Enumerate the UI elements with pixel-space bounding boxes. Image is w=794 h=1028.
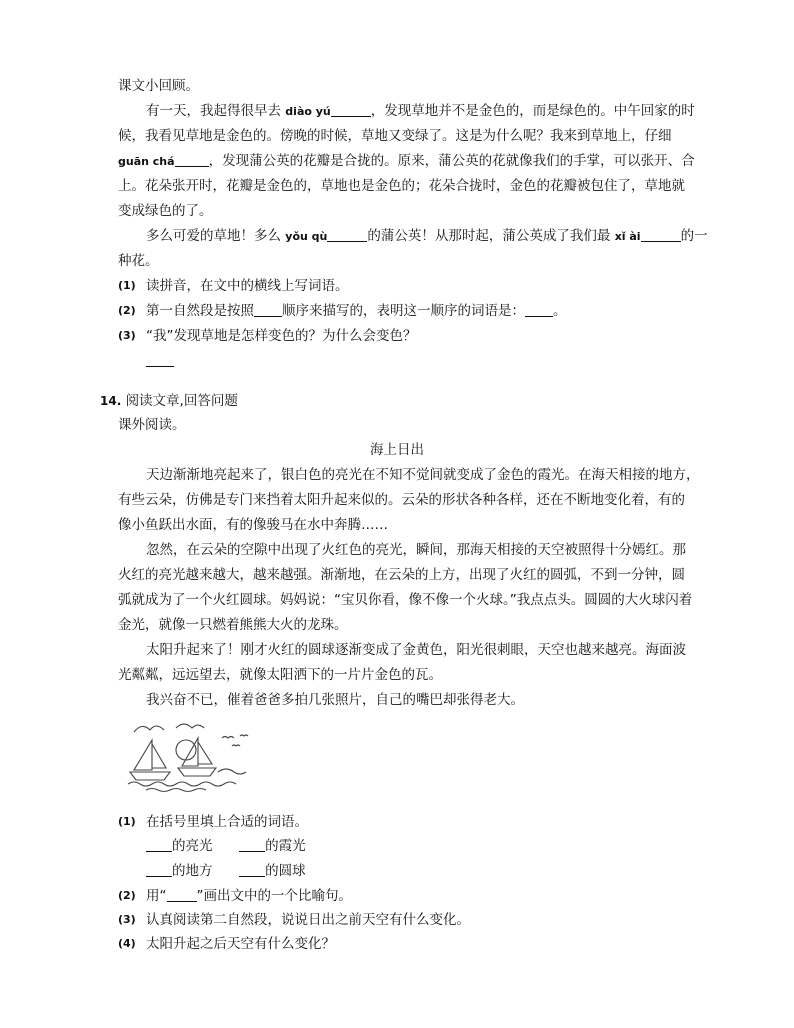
article-p2-line4: 金光，就像一只燃着熊熊大火的龙珠。 — [118, 617, 348, 633]
fill-row-2 — [146, 859, 306, 883]
answer-blank[interactable] — [146, 837, 172, 852]
boat-hull-shape — [178, 768, 216, 776]
section14-intro: 课外阅读。 — [118, 417, 186, 433]
question-1-text: 在括号里填上合适的词语。 — [146, 814, 308, 830]
wave-shape — [218, 769, 246, 774]
answer-blank[interactable] — [146, 862, 172, 877]
passage1-line1 — [146, 99, 695, 124]
answer-blank[interactable] — [167, 887, 197, 902]
question-2-text — [146, 884, 352, 908]
sail-shape — [152, 744, 166, 768]
fill-word: 的亮光 — [172, 838, 213, 854]
article-p3-line1: 太阳升起来了！刚才火红的圆球逐渐变成了金黄色，阳光很刺眼，天空也越来越亮。海面波 — [146, 642, 686, 658]
answer-blank[interactable] — [327, 227, 367, 242]
pinyin-youqu: yǒu qù — [285, 230, 328, 243]
article-p1-line2: 有些云朵，仿佛是专门来挡着太阳升起来似的。云朵的形状各种各样，还在不断地变化着，有的 — [118, 492, 685, 508]
cloud-shape — [134, 726, 164, 732]
sun-shape — [176, 740, 196, 760]
text-span: 。 — [553, 303, 567, 319]
question-number: 14. — [100, 394, 122, 408]
text-span: ”画出文中的一个比喻句。 — [196, 888, 352, 904]
question-number: (1) — [118, 815, 136, 828]
text-span: 的蒲公英！从那时起，蒲公英成了我们最 — [367, 228, 615, 244]
article-p1-line1: 天边渐渐地亮起来了，银白色的亮光在不知不觉间就变成了金色的霞光。在海天相接的地方， — [146, 467, 700, 483]
question-1-text: 读拼音，在文中的横线上写词语。 — [146, 278, 349, 294]
wave-shape — [128, 782, 236, 786]
text-span: 用“ — [146, 888, 167, 904]
section13-intro: 课文小回顾。 — [118, 78, 199, 94]
text-span: 有一天，我起得很早去 — [146, 103, 286, 119]
text-span: ，发现草地并不是金色的，而是绿色的。中午回家的时 — [370, 103, 695, 119]
question-number: (2) — [118, 304, 136, 317]
passage1-line5: 变成绿色的了。 — [118, 203, 213, 219]
question-number: (4) — [118, 937, 136, 950]
fill-row-1 — [146, 834, 306, 858]
answer-blank[interactable] — [175, 152, 209, 167]
bird-shape — [232, 745, 240, 746]
cloud-shape — [176, 724, 204, 728]
pinyin-diaoyu: diào yú — [285, 105, 331, 118]
question-4-text: 太阳升起之后天空有什么变化？ — [146, 936, 335, 952]
answer-blank[interactable] — [239, 862, 265, 877]
fill-word: 的地方 — [172, 863, 213, 879]
bird-shape — [222, 737, 234, 739]
question-number: (3) — [118, 913, 136, 926]
article-p2-line1: 忽然，在云朵的空隙中出现了火红色的亮光，瞬间，那海天相接的天空被照得十分嫣红。那 — [146, 542, 686, 558]
article-p1-line3: 像小鱼跃出水面，有的像骏马在水中奔腾…… — [118, 517, 388, 533]
passage1-line4: 上。花朵张开时，花瓣是金色的，草地也是金色的；花朵合拢时，金色的花瓣被包住了，草地就 — [118, 178, 685, 194]
article-title: 海上日出 — [370, 442, 424, 458]
answer-blank[interactable] — [331, 102, 371, 117]
text-span: 顺序来描写的，表明这一顺序的词语是： — [282, 303, 525, 319]
text-span: 多么可爱的草地！多么 — [146, 228, 286, 244]
fill-word: 的霞光 — [265, 838, 306, 854]
question-number: (1) — [118, 279, 136, 292]
question-number: (3) — [118, 329, 136, 342]
question-3-text: “我”发现草地是怎样变色的？为什么会变色？ — [146, 328, 417, 344]
text-span: 第一自然段是按照 — [146, 303, 254, 319]
pinyin-guancha: guān chá — [118, 155, 175, 168]
question-2-text — [146, 299, 567, 323]
passage1-line3 — [118, 149, 695, 174]
answer-blank[interactable] — [239, 837, 265, 852]
answer-blank[interactable] — [146, 352, 174, 367]
answer-blank[interactable] — [254, 302, 282, 317]
article-p2-line3: 弧就成为了一个火红圆球。妈妈说：“宝贝你看，像不像一个火球。”我点点头。圆圆的大火球闪着 — [118, 592, 693, 608]
section14-header — [100, 389, 238, 413]
passage1-line2: 候，我看见草地是金色的。傍晚的时候，草地又变绿了。这是为什么呢？我来到草地上，仔细 — [118, 128, 672, 144]
boat-hull-shape — [130, 772, 170, 780]
article-p4-line1: 我兴奋不已，催着爸爸多拍几张照片，自己的嘴巴却张得老大。 — [146, 692, 524, 708]
question-number: (2) — [118, 889, 136, 902]
pinyin-xiai: xǐ ài — [614, 230, 641, 243]
text-span: 的一 — [680, 228, 708, 244]
article-p2-line2: 火红的亮光越来越大，越来越强。渐渐地，在云朵的上方，出现了火红的圆弧，不到一分钟，圆 — [118, 567, 685, 583]
passage2-line1 — [146, 224, 708, 249]
sunrise-sailboat-illustration — [126, 714, 258, 794]
sail-shape — [198, 742, 212, 764]
article-p3-line2: 光粼粼，远远望去，就像太阳洒下的一片片金色的瓦。 — [118, 667, 442, 683]
question-3-text: 认真阅读第二自然段，说说日出之前天空有什么变化。 — [146, 912, 470, 928]
wave-shape — [146, 789, 206, 792]
answer-blank[interactable] — [525, 302, 553, 317]
answer-line[interactable] — [146, 349, 174, 373]
answer-blank[interactable] — [641, 227, 681, 242]
text-span: ，发现蒲公英的花瓣是合拢的。原来，蒲公英的花就像我们的手掌，可以张开、合 — [208, 153, 695, 169]
sail-shape — [134, 740, 152, 770]
fill-word: 的圆球 — [265, 863, 306, 879]
bird-shape — [240, 735, 248, 736]
passage2-line2: 种花。 — [118, 253, 159, 269]
section14-heading: 阅读文章,回答问题 — [125, 393, 238, 409]
